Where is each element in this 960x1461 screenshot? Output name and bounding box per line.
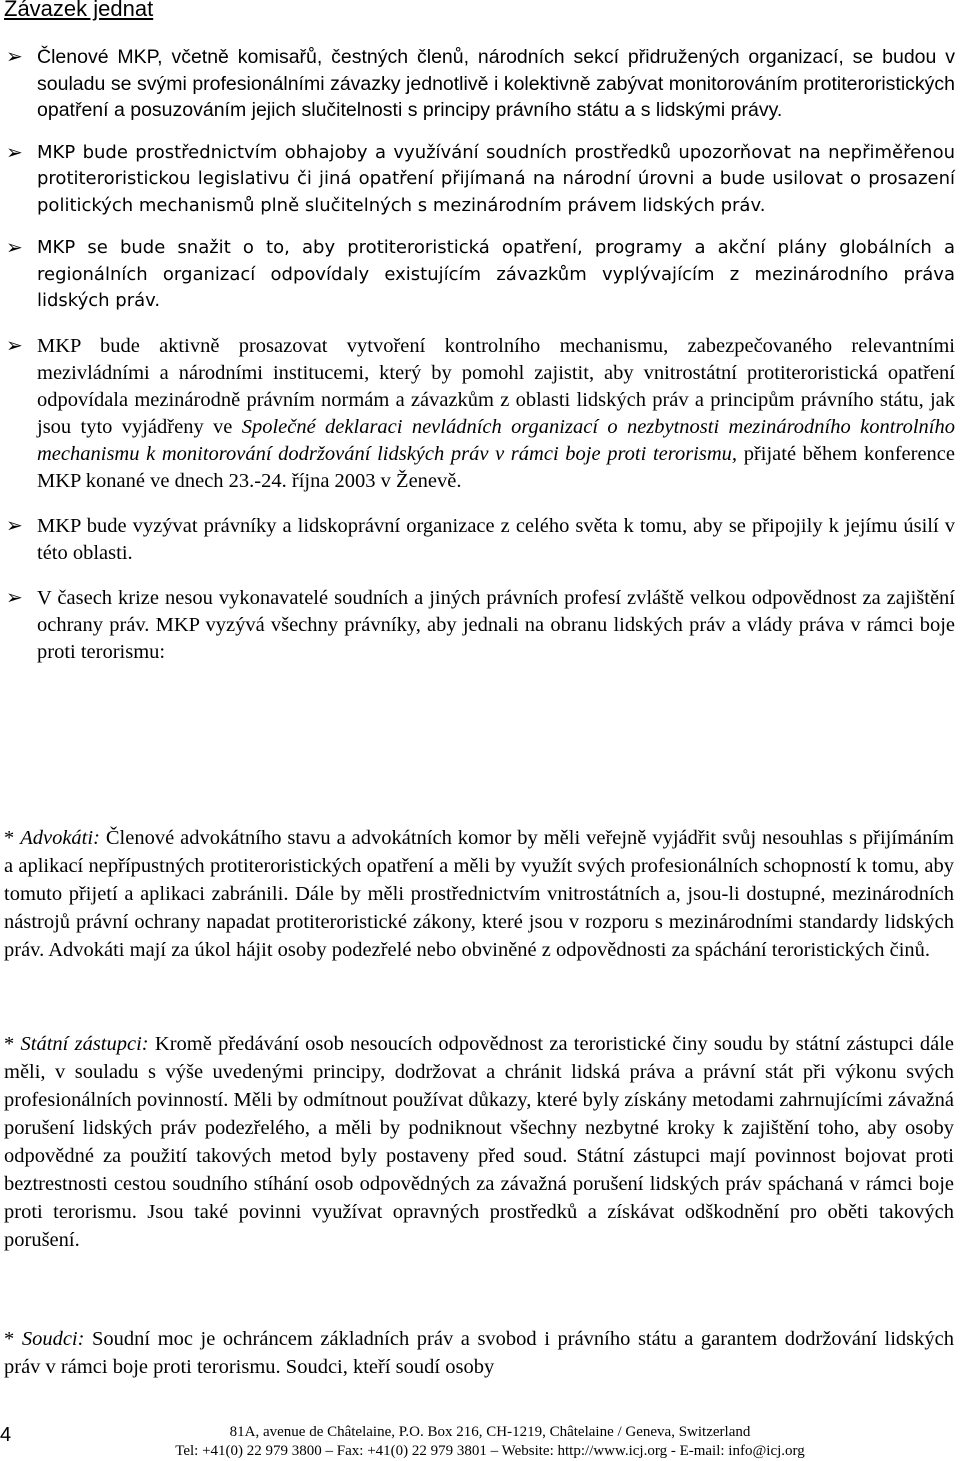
paragraph-text: Členové advokátního stavu a advokátních komor by měli veřejně vyjádřit svůj nesouhlas s přijímáním a aplikací nepřípustných protiteroristických opatření a měli by využít svých profesionálních schopností k tomu, aby tomuto přijetí a aplikaci zabránili. Dále by měli prostřednictvím vnitrostátních a, jsou-li dostupné, mezinárodních nástrojů právní ochrany napadat protiteroristické zákony, které jsou v rozporu s mezinárodními standardy lidských práv. Advokáti mají za úkol hájit osoby podezřelé nebo obviněné z odpovědnosti za spáchání teroristických činů.	[4, 827, 954, 961]
arrow-bullet-icon: ➢	[6, 332, 23, 357]
list-item-text: V časech krize nesou vykonavatelé soudních a jiných právních profesí zvláště velkou odpovědnost za zajištění ochrany práv. MKP vyzývá všechny právníky, aby jednali na obranu lidských práv a vlády práva v rámci boje proti terorismu:	[37, 586, 955, 663]
list-item-text: Členové MKP, včetně komisařů, čestných členů, národních sekcí přidružených organizací, se budou v souladu se svými profesionálními závazky jednotlivě i kolektivně zabývat monitorováním protiteroristických opatření a posuzováním jejich slučitelnosti s principy právního státu a s lidskými právy.	[37, 46, 955, 121]
arrow-bullet-icon: ➢	[6, 235, 23, 259]
list-item	[0, 585, 955, 666]
paragraph-text: Kromě předávání osob nesoucích odpovědnost za teroristické činy soudu by státní zástupci dále měli, v souladu s výše uvedenými principy, dodržovat a chránit lidská práva a právní stát při výkonu svých profesionálních povinností. Měli by odmítnout používat důkazy, které byly získány metodami zahrnujícími závažná porušení lidských práv podezřelého, a měli by podniknout všechny nezbytné kroky k zajištění toho, aby osoby odpovědné za použití takových metod byly postaveny před soud. Státní zástupci mají povinnost bojovat proti beztrestnosti cestou soudního stíhání osob odpovědných za závažná porušení lidských práv spáchaná v rámci boje proti terorismu. Jsou také povinni využívat opravných prostředků a získávat odškodnění pro oběti takových porušení.	[4, 1033, 955, 1251]
list-item	[0, 333, 955, 495]
list-item	[0, 235, 955, 315]
list-item	[0, 513, 955, 567]
asterisk-marker: *	[4, 827, 21, 849]
list-item-text: MKP bude vyzývat právníky a lidskoprávní organizace z celého světa k tomu, aby se připojily k jejímu úsilí v této oblasti.	[37, 514, 955, 564]
paragraph-advokati	[4, 824, 954, 964]
arrow-bullet-icon: ➢	[6, 584, 23, 609]
list-item	[0, 44, 955, 124]
paragraph-label: Státní zástupci:	[20, 1033, 149, 1055]
list-item-text: MKP se bude snažit o to, aby protiteroristická opatření, programy a akční plány globálních a regionálních organizací odpovídaly existujícím závazkům vyplývajícím z mezinárodního práva lidských práv.	[37, 237, 955, 311]
page-footer	[110, 1423, 870, 1461]
page-number: 4	[0, 1424, 12, 1446]
asterisk-marker: *	[4, 1328, 22, 1350]
arrow-bullet-icon: ➢	[6, 512, 23, 537]
commitment-list	[0, 44, 960, 666]
footer-contact: Tel: +41(0) 22 979 3800 – Fax: +41(0) 22 979 3801 – Website: http://www.icj.org - E-mail: info@icj.org	[175, 1443, 805, 1459]
list-item-text	[37, 333, 955, 495]
declaration-title: Společné deklaraci nevládních organizací o nezbytnosti mezinárodního kontrolního mechanismu k monitorování dodržování lidských práv v rámci boje proti terorismu,	[37, 415, 955, 465]
list-item	[0, 140, 955, 220]
footer-address: 81A, avenue de Châtelaine, P.O. Box 216, CH-1219, Châtelaine / Geneva, Switzerland	[229, 1424, 751, 1440]
list-item-text-start: MKP bude aktivně prosazovat vytvoření kontrolního mechanismu, zabezpečovaného relevantními mezivládními a národními institucemi, který by pomohl zajistit, aby vnitrostátní protiteroristická opatření odpovídala mezinárodně právním normám a závazkům z oblasti lidských práv a principům právního státu, jak jsou tyto vyjádřeny ve	[37, 334, 955, 438]
list-item-text: MKP bude prostřednictvím obhajoby a využívání soudních prostředků upozorňovat na nepřiměřenou protiteroristickou legislativu či jiná opatření přijímaná na národní úrovni a bude usilovat o prosazení politických mechanismů plně slučitelných s mezinárodním právem lidských práv.	[37, 141, 955, 216]
asterisk-marker: *	[4, 1033, 21, 1055]
paragraph-statni-zastupci	[4, 1030, 954, 1254]
paragraph-label: Advokáti:	[20, 827, 100, 849]
arrow-bullet-icon: ➢	[6, 139, 23, 164]
paragraph-label: Soudci:	[21, 1328, 85, 1350]
paragraph-text: Soudní moc je ochráncem základních práv a svobod i právního státu a garantem dodržování lidských práv v rámci boje proti terorismu. Soudci, kteří soudí osoby	[4, 1328, 954, 1378]
section-heading: Závazek jednat	[4, 0, 154, 21]
paragraph-soudci	[4, 1325, 954, 1381]
arrow-bullet-icon: ➢	[6, 44, 23, 68]
list-item-text-end: přijaté během konference MKP konané ve dnech 23.-24. října 2003 v Ženevě.	[37, 442, 956, 492]
